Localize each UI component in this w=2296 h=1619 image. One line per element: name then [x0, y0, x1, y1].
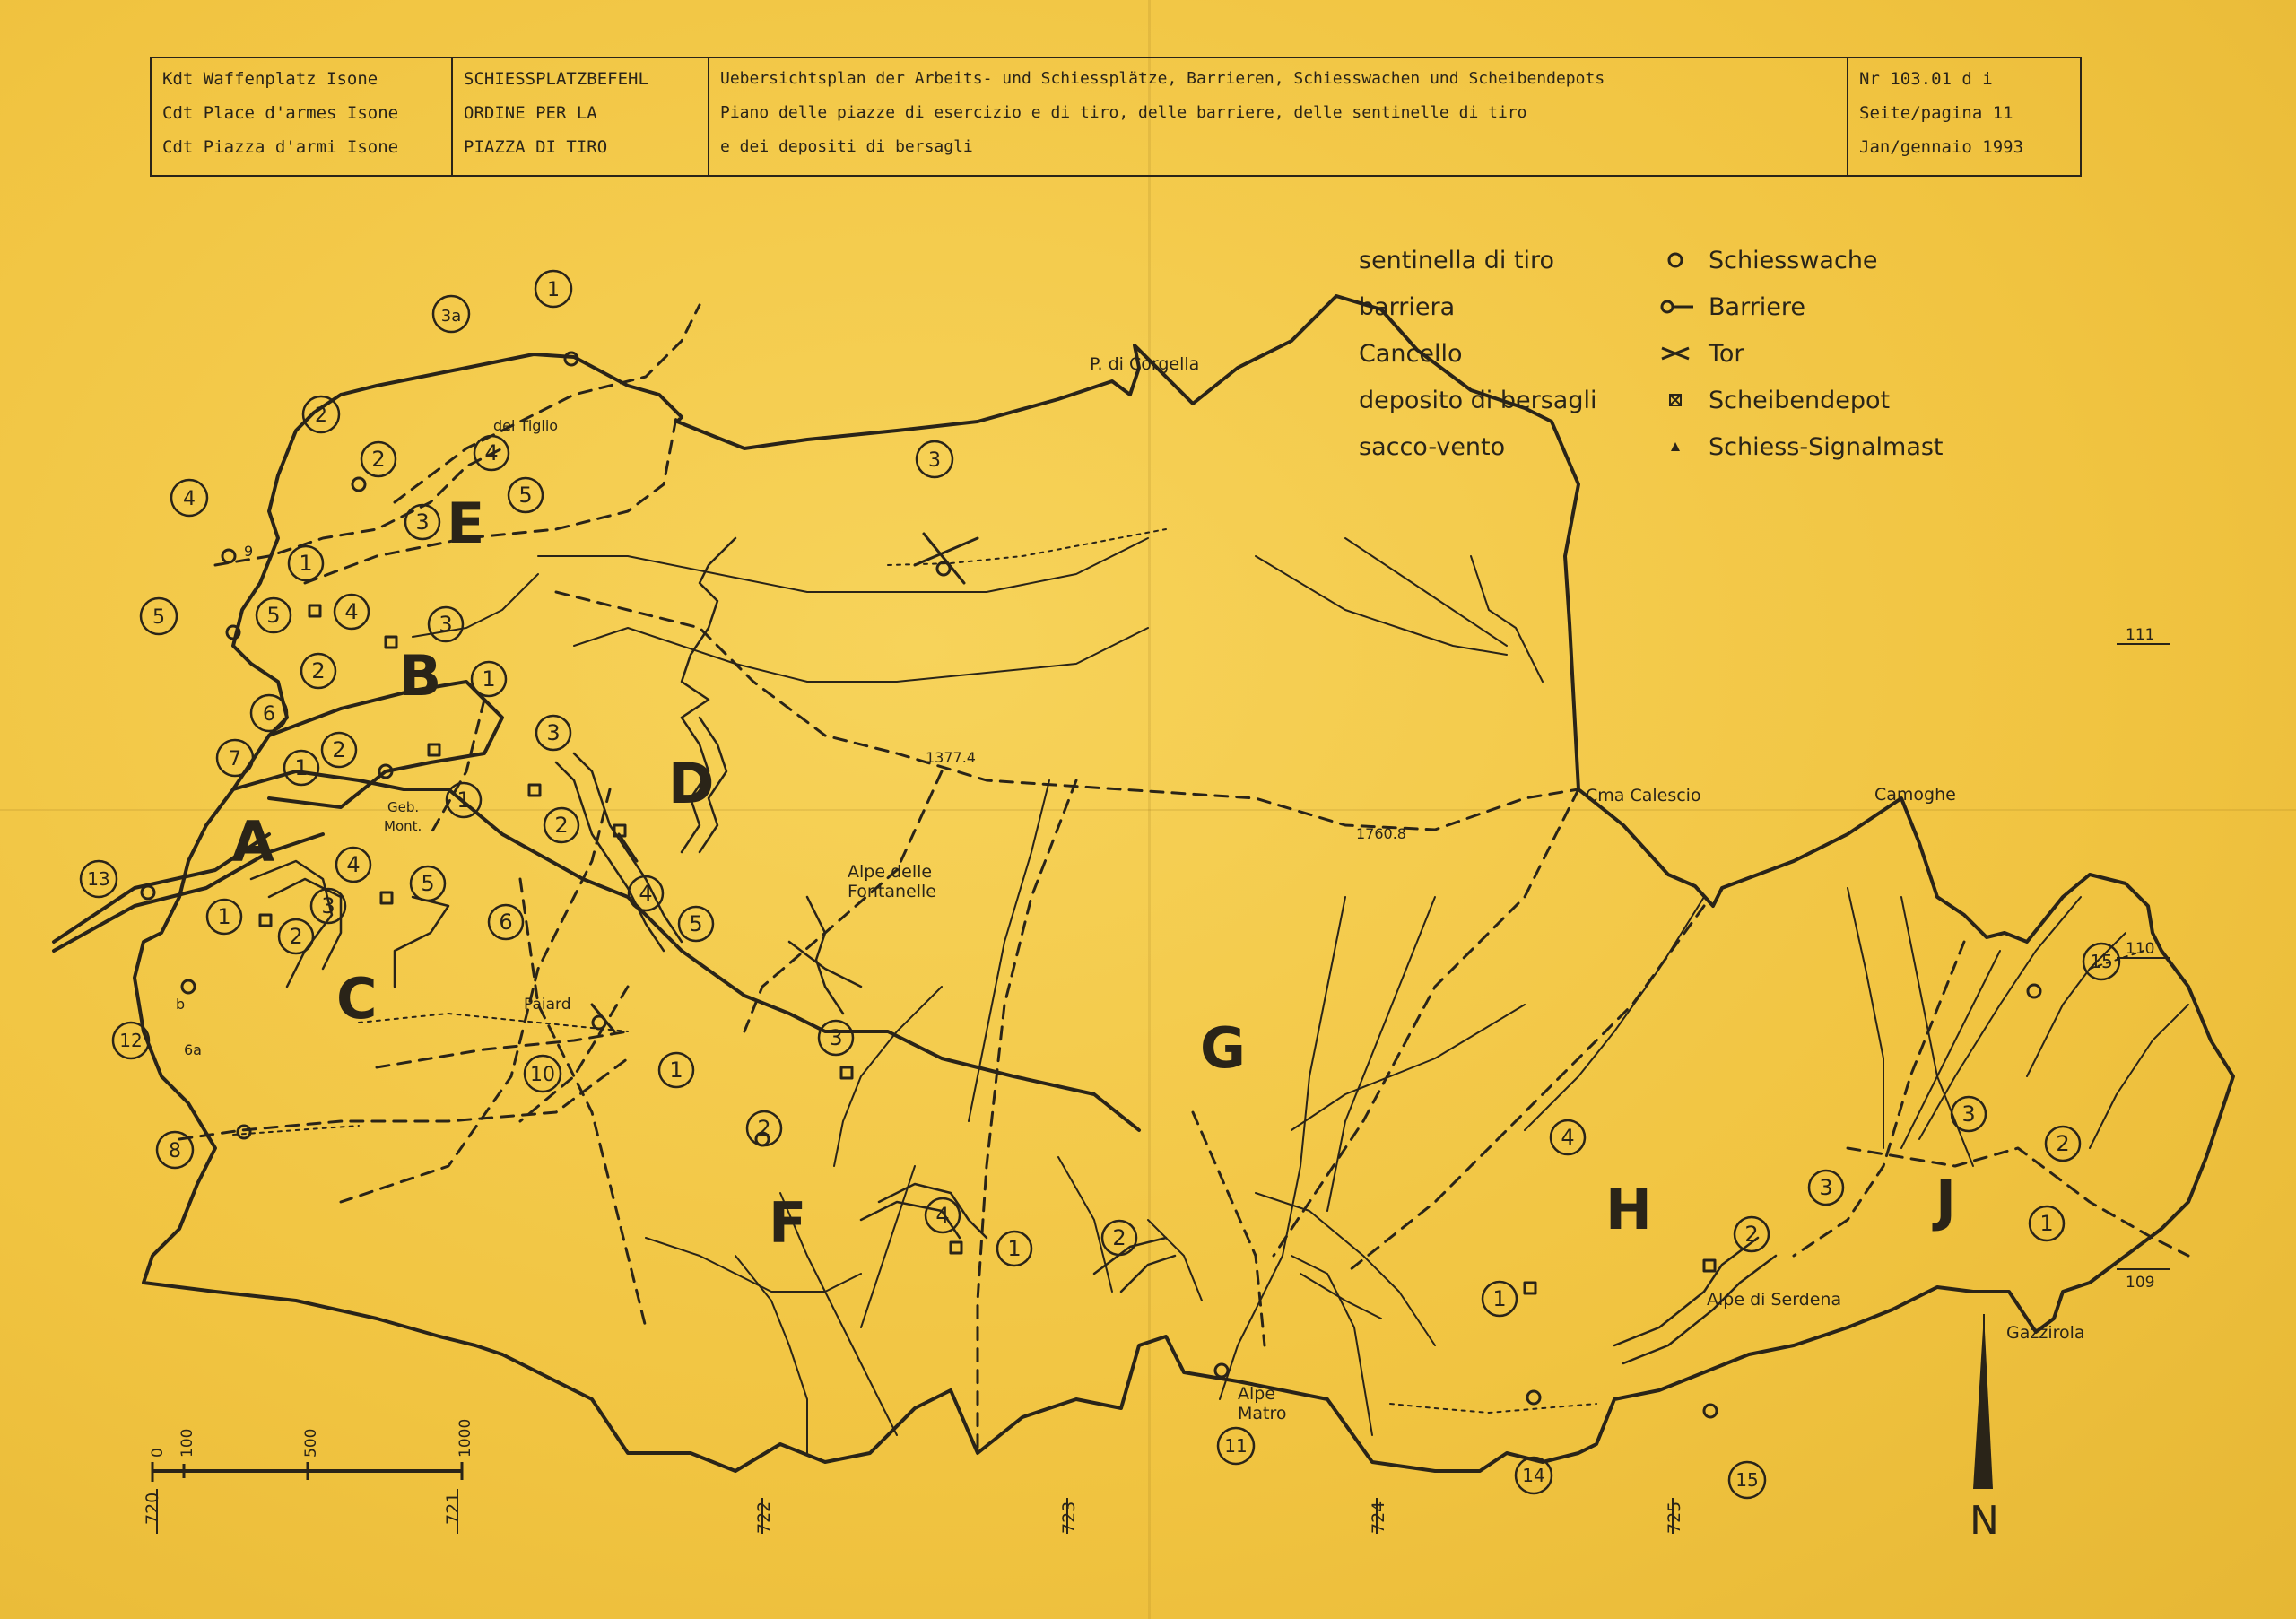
svg-text:1: 1: [1007, 1236, 1022, 1261]
svg-text:1: 1: [217, 904, 231, 929]
numbered-stations: [81, 271, 2119, 1498]
position-badge: [659, 1053, 693, 1087]
description-line: Uebersichtsplan der Arbeits- und Schiessplätze, Barrieren, Schiesswachen und Scheibendepots: [720, 69, 1605, 88]
place-label: Alpe di Serdena: [1707, 1290, 1842, 1310]
north-arrow: [1973, 1314, 1993, 1489]
svg-text:2: 2: [289, 924, 303, 949]
place-label: P. di Corgella: [1090, 354, 1200, 374]
order-line: PIAZZA DI TIRO: [464, 137, 608, 157]
scale-label: 500: [302, 1428, 320, 1458]
svg-text:1: 1: [547, 279, 560, 301]
scale-label: 0: [149, 1448, 167, 1458]
position-badge: [926, 1198, 960, 1232]
scale-label: 100: [178, 1428, 196, 1458]
position-badge: [447, 783, 481, 817]
position-badge: [405, 505, 439, 539]
position-badge: [336, 848, 370, 882]
position-badge: [284, 751, 318, 785]
svg-text:1: 1: [669, 1058, 683, 1083]
position-badge: [2046, 1127, 2080, 1161]
legend-german: Schiess-Signalmast: [1709, 433, 1944, 461]
position-badge: [536, 716, 570, 750]
position-badge: [279, 919, 313, 953]
svg-text:3: 3: [829, 1025, 843, 1050]
svg-text:6: 6: [263, 703, 275, 726]
grid-northing-label: 109: [2126, 1274, 2155, 1292]
grid-easting-label: 724: [1369, 1501, 1388, 1534]
sector-label: H: [1605, 1177, 1652, 1242]
position-badge: [997, 1232, 1031, 1266]
position-badge: [361, 442, 396, 476]
place-label: del Tiglio: [493, 417, 559, 434]
svg-text:14: 14: [1522, 1465, 1545, 1486]
commander-line: Cdt Piazza d'armi Isone: [162, 137, 399, 157]
commander-line: Cdt Place d'armes Isone: [162, 103, 399, 123]
position-badge: [509, 478, 543, 512]
station-badge: [917, 441, 952, 477]
station-sub-label: 9: [244, 543, 254, 560]
legend-german: Schiesswache: [1709, 247, 1878, 274]
station-sub-label: 6a: [184, 1041, 202, 1058]
station-badge: [171, 480, 207, 516]
svg-text:3: 3: [415, 509, 430, 535]
svg-text:7: 7: [229, 748, 241, 770]
scale-label: 1000: [457, 1418, 474, 1458]
station-badge: [1516, 1458, 1552, 1493]
position-badge: [207, 900, 241, 934]
position-badge: [747, 1111, 781, 1145]
left-road: [54, 834, 323, 951]
svg-text:3: 3: [321, 893, 335, 918]
place-label: Paiard: [524, 996, 571, 1014]
place-label: Fontanelle: [848, 882, 936, 901]
svg-text:3: 3: [928, 449, 941, 472]
svg-text:1: 1: [457, 788, 471, 813]
position-badge: [1102, 1221, 1136, 1255]
svg-text:5: 5: [689, 911, 703, 936]
svg-text:1: 1: [299, 551, 313, 576]
position-badge: [1735, 1217, 1769, 1251]
legend-italian: deposito di bersagli: [1359, 387, 1597, 414]
position-badge: [472, 662, 506, 696]
grid-easting-label: 720: [143, 1492, 162, 1525]
firing-positions: [207, 436, 2080, 1316]
station-badge: [1729, 1462, 1765, 1498]
place-label: Alpe: [1238, 1384, 1276, 1404]
position-badge: [335, 595, 369, 629]
grid-easting-label: 721: [443, 1492, 463, 1525]
position-badge: [1809, 1171, 1843, 1205]
legend-italian: sacco-vento: [1359, 433, 1506, 461]
description-line: e dei depositi di bersagli: [720, 137, 973, 156]
svg-text:11: 11: [1224, 1435, 1248, 1457]
svg-text:4: 4: [346, 852, 361, 877]
commander-line: Kdt Waffenplatz Isone: [162, 69, 378, 89]
depot-markers: [260, 605, 1715, 1293]
place-label: Geb.: [387, 799, 420, 815]
svg-text:2: 2: [311, 658, 326, 683]
svg-text:2: 2: [1744, 1222, 1759, 1247]
position-badge: [301, 654, 335, 688]
svg-text:12: 12: [119, 1030, 143, 1051]
spot-height: 1377.4: [926, 749, 976, 766]
position-badge: [1551, 1120, 1585, 1154]
svg-text:5: 5: [421, 871, 435, 896]
sector-label: D: [668, 751, 715, 816]
svg-text:13: 13: [87, 868, 110, 890]
station-badge: [217, 740, 253, 776]
gate-markers: [592, 534, 978, 1031]
svg-text:5: 5: [266, 603, 281, 628]
svg-text:4: 4: [1561, 1125, 1575, 1150]
svg-text:3: 3: [1819, 1175, 1833, 1200]
place-label: Mont.: [384, 818, 422, 834]
scale-bar: [152, 1462, 462, 1482]
place-label: Alpe delle: [848, 862, 933, 882]
position-badge: [489, 905, 523, 939]
legend-italian: barriera: [1359, 293, 1456, 321]
legend-german: Scheibendepot: [1709, 387, 1891, 414]
position-badge: [257, 598, 291, 632]
legend-italian: sentinella di tiro: [1359, 247, 1555, 274]
svg-text:5: 5: [518, 483, 533, 508]
position-badge: [322, 733, 356, 767]
order-line: ORDINE PER LA: [464, 103, 597, 123]
station-badge: [157, 1132, 193, 1168]
grid-northing-label: 111: [2126, 626, 2155, 644]
svg-text:4: 4: [639, 881, 653, 906]
place-label: Cma Calescio: [1586, 786, 1701, 805]
range-boundary: [135, 296, 2233, 1471]
svg-text:10: 10: [530, 1064, 555, 1086]
legend-german: Tor: [1709, 340, 1744, 368]
svg-text:2: 2: [757, 1116, 771, 1141]
station-sub-label: b: [176, 996, 186, 1013]
station-badge: [141, 598, 177, 634]
position-badge: [429, 607, 463, 641]
position-badge: [1952, 1097, 1986, 1131]
position-badge: [1483, 1282, 1517, 1316]
svg-text:2: 2: [554, 813, 569, 838]
svg-text:2: 2: [371, 447, 386, 472]
sector-label: A: [231, 809, 274, 875]
grid-easting-label: 725: [1665, 1501, 1684, 1534]
station-badge: [81, 861, 117, 897]
station-badge: [303, 396, 339, 432]
reference-line: Nr 103.01 d i: [1859, 69, 1993, 89]
sector-dividers: [179, 305, 2188, 1453]
streams: [413, 538, 2188, 1453]
grid-easting-label: 723: [1059, 1501, 1079, 1534]
station-badge: [251, 695, 287, 731]
svg-text:2: 2: [2056, 1131, 2070, 1156]
position-badge: [474, 436, 509, 470]
sector-letters: [231, 491, 1956, 1256]
svg-text:1: 1: [1492, 1286, 1507, 1311]
position-badge: [629, 876, 663, 910]
position-badge: [411, 866, 445, 901]
place-label: Matro: [1238, 1404, 1287, 1423]
svg-text:3: 3: [1961, 1101, 1976, 1127]
svg-text:1: 1: [2039, 1211, 2054, 1236]
footpaths: [233, 529, 2144, 1413]
position-badge: [544, 808, 578, 842]
description-line: Piano delle piazze di esercizio e di tiro, delle barriere, delle sentinelle di tiro: [720, 103, 1527, 122]
position-badge: [289, 546, 323, 580]
reference-line: Jan/gennaio 1993: [1859, 137, 2024, 157]
north-label: N: [1970, 1498, 1999, 1544]
svg-text:3: 3: [546, 720, 561, 745]
svg-text:2: 2: [332, 737, 346, 762]
station-badge: [433, 296, 469, 332]
svg-text:3a: 3a: [440, 307, 462, 326]
sector-label: C: [336, 966, 378, 1031]
svg-text:2: 2: [315, 405, 327, 427]
svg-text:6: 6: [499, 910, 513, 935]
sector-label: F: [769, 1190, 807, 1256]
svg-text:3: 3: [439, 612, 453, 637]
position-badge: [819, 1021, 853, 1055]
spot-height: 1760.8: [1356, 825, 1406, 842]
svg-text:1: 1: [294, 755, 309, 780]
svg-text:4: 4: [484, 440, 499, 466]
legend-german: Barriere: [1709, 293, 1806, 321]
sector-label: G: [1200, 1015, 1246, 1081]
place-label: Gazzirola: [2006, 1323, 2085, 1343]
svg-text:15: 15: [2090, 951, 2113, 972]
position-badge: [2030, 1206, 2064, 1240]
station-badge: [1218, 1428, 1254, 1464]
place-label: Camoghe: [1874, 785, 1956, 805]
grid-northing-label: 110: [2126, 940, 2155, 958]
position-badge: [679, 907, 713, 941]
sector-label: J: [1935, 1168, 1957, 1233]
sector-label: B: [399, 643, 442, 709]
station-badge: [113, 1023, 149, 1058]
order-line: SCHIESSPLATZBEFEHL: [464, 69, 648, 89]
svg-text:15: 15: [1735, 1469, 1759, 1491]
station-badge: [2083, 944, 2119, 979]
svg-text:5: 5: [152, 606, 165, 629]
svg-text:2: 2: [1112, 1225, 1126, 1250]
svg-text:8: 8: [169, 1140, 181, 1162]
svg-text:1: 1: [482, 666, 496, 692]
station-badge: [535, 271, 571, 307]
station-badge: [525, 1056, 561, 1092]
sector-label: E: [447, 491, 485, 556]
legend-italian: Cancello: [1359, 340, 1463, 368]
reference-line: Seite/pagina 11: [1859, 103, 2013, 123]
svg-text:4: 4: [183, 488, 196, 510]
grid-easting-label: 722: [754, 1501, 774, 1534]
svg-text:4: 4: [935, 1203, 950, 1228]
svg-text:4: 4: [344, 599, 359, 624]
